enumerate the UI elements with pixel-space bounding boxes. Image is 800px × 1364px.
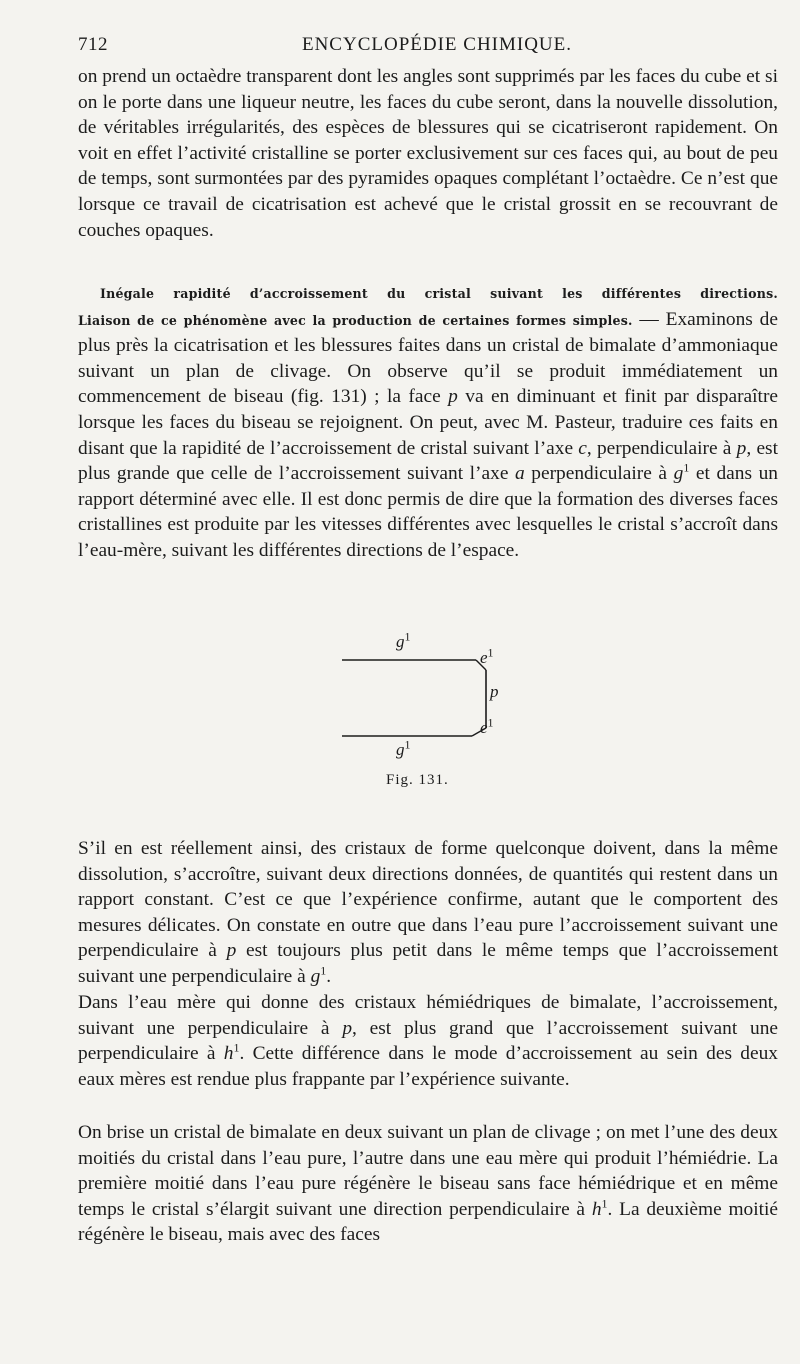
var-g: g: [673, 463, 684, 485]
section-text-e: perpendiculaire à: [524, 463, 674, 485]
paragraph-octaedre: [78, 64, 778, 243]
var-a: a: [515, 463, 525, 485]
var-p: p: [736, 437, 747, 459]
section-text-b: va en diminuant et finit par disparaître lorsque les faces du biseau se rejoignent. On peut, avec M. Pasteur, traduire ces faits en disant que la rapidité de l’accroissement de cristal suivant l’axe: [78, 386, 779, 459]
section-text-d: , est plus grande que celle de l’accroissement suivant l’axe: [78, 437, 778, 485]
section-text-c: , perpendiculaire à: [586, 437, 737, 459]
var-c: c: [578, 437, 587, 459]
section-heading-line1: Inégale rapidité d’accroissement du cristal suivant les différentes directions.: [100, 286, 778, 301]
heading-dash: —: [632, 308, 666, 330]
paragraph-cristaux-forme: [78, 836, 778, 990]
label-g-bottom: $g^1$: [396, 737, 411, 759]
page-header: [78, 30, 778, 60]
section-text-a: Examinons de plus près la cicatrisation et les blessures faites dans un cristal de bimalate d’ammoniaque suivant un plan de clivage. On observe qu’il se produit immédiatement un commencement de biseau (fig. 131) ; la face: [78, 308, 778, 408]
running-title: ENCYCLOPÉDIE CHIMIQUE.: [301, 34, 573, 55]
var-p: p: [448, 386, 458, 408]
superscript: 1: [683, 460, 690, 475]
paragraph-text: S’il en est réellement ainsi, des cristaux de forme quelconque doivent, dans la même dissolution, s’accroître, suivant deux directions données, de quantités qui restent dans un rapport constant. C’est ce que l’expérience confirme, autant que le comportent des mesures délicates. On constate en outre que dans l’eau pure l’accroissement suivant une perpendiculaire à p est toujours plus petit dans le même temps que l’accroissement suivant une perpendiculaire à $g^1$.: [78, 838, 778, 987]
label-e-top: $e^1$: [480, 645, 494, 667]
section-paragraph: [78, 281, 778, 564]
section-heading-line2: Liaison de ce phénomène avec la production de certaines formes simples.: [78, 312, 633, 328]
paragraph-brise-cristal: [78, 1120, 778, 1248]
label-g-top: $g^1$: [396, 629, 411, 651]
section-inegale-rapidite: [78, 281, 778, 564]
paragraph-text: On brise un cristal de bimalate en deux suivant un plan de clivage ; on met l’une des deux moitiés du cristal dans l’eau pure, l’autre dans une eau mère qui produit l’hémiédrie. La première moitié dans l’eau pure régénère le biseau sans face hémiédrique et en même temps le cristal s’élargit suivant une direction perpendiculaire à $h^1$. La deuxième moitié régénère le biseau, mais avec des faces: [78, 1122, 779, 1246]
paragraph-text: on prend un octaèdre transparent dont les angles sont supprimés par les faces du cube et si on le porte dans une liqueur neutre, les faces du cube seront, dans la nouvelle dissolution, de véritables irrégularités, des espèces de blessures qui se cicatriseront rapidement. On voit en effet l’activité cristalline se porter exclusivement sur ces faces qui, au bout de peu de temps, sont surmontées par des pyramides opaques complétant l’octaèdre. Ce n’est que lorsque ce travail de cicatrisation est achevé que le cristal grossit en se recouvrant de couches opaques.: [78, 66, 778, 241]
paragraph-eau-mere: [78, 990, 778, 1092]
figure-caption: Fig. 131.: [386, 772, 449, 788]
label-e-bottom: $e^1$: [480, 715, 494, 737]
label-p: p: [490, 682, 499, 701]
page-number: 712: [78, 34, 108, 55]
paragraph-text: Dans l’eau mère qui donne des cristaux hémiédriques de bimalate, l’accroissement, suivant une perpendiculaire à p, est plus grand que l’accroissement suivant une perpendiculaire à $h^1$. Cette différence dans le mode d’accroissement au sein des deux eaux mères est rendue plus frappante par l’expérience suivante.: [78, 992, 778, 1090]
section-text-f: et dans un rapport déterminé avec elle. Il est donc permis de dire que la formation des diverses faces cristallines est produite par les vitesses différentes avec lesquelles le cristal s’accroît dans l’eau-mère, suivant les différentes directions de l’espace.: [78, 463, 778, 561]
